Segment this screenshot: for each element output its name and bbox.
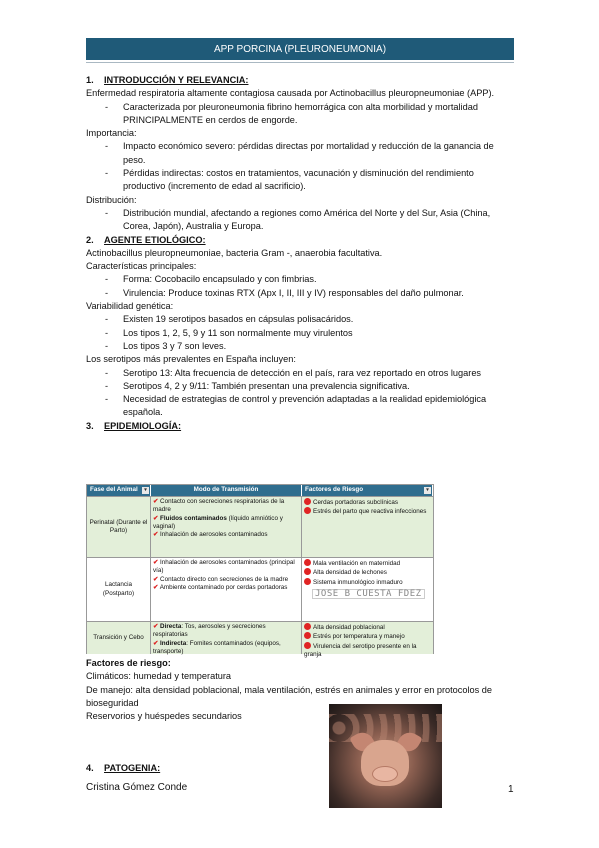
importance-label: Importancia: [86, 128, 137, 139]
section-1-bullet: - Caracterizada por pleuroneumonia fibrino hemorrágica con alta morbilidad y mortalidad PRINCIPALMENTE en cerdos de engorde. [86, 101, 516, 128]
check-icon: ✔ [153, 514, 159, 522]
importance-item: - Pérdidas indirectas: costos en tratamientos, vacunación y disminución del rendimiento productivo (incremento de edad al sacrificio). [86, 167, 516, 194]
section-3-heading: 3. EPIDEMIOLOGÍA: [86, 420, 182, 431]
section-2-heading: 2. AGENTE ETIOLÓGICO: [86, 234, 206, 245]
risk-item: Virulencia del serotipo presente en la granja [304, 642, 417, 658]
filter-dropdown-icon[interactable]: ▾ [424, 487, 431, 494]
variability-item: - Existen 19 serotipos basados en cápsulas polisacáridos. [86, 313, 516, 326]
check-icon: ✔ [153, 575, 159, 583]
variability-label: Variabilidad genética: [86, 301, 174, 312]
transmission-item: ✔ Fluidos contaminados (líquido amniótico y vaginal) [153, 514, 283, 530]
variability-item: - Los tipos 1, 2, 5, 9 y 11 son normalmente muy virulentos [86, 327, 516, 340]
transmission-item: ✔ Inhalación de aerosoles contaminados (principal vía) [153, 559, 295, 575]
document-title-bar [86, 38, 514, 60]
risk-cell [302, 497, 433, 557]
distribution-item: - Distribución mundial, afectando a regiones como América del Norte y del Sur, Asia (China, Corea, Japón), Australia y Europa. [86, 207, 516, 234]
check-icon: ✔ [153, 583, 159, 591]
red-circle-icon [304, 632, 311, 639]
red-circle-icon [304, 507, 311, 514]
red-circle-icon [304, 559, 311, 566]
red-circle-icon [304, 642, 311, 649]
page-number: 1 [508, 784, 514, 795]
features-label: Características principales: [86, 261, 197, 272]
transmission-item: ✔ Inhalación de aerosoles contaminados [153, 531, 268, 539]
importance-item: - Impacto económico severo: pérdidas directas por mortalidad y reducción de la ganancia de peso. [86, 140, 516, 167]
phase-cell: Lactancia (Postparto) [87, 558, 151, 621]
header-transmission[interactable]: Modo de Transmisión [151, 485, 302, 496]
check-icon: ✔ [153, 623, 159, 630]
risk-item: Sistema inmunológico inmaduro [304, 578, 431, 587]
risk-reservoirs: Reservorios y huéspedes secundarios [86, 711, 242, 722]
risk-item: Alta densidad poblacional [304, 623, 431, 632]
transmission-item: ✔ Indirecta: Fomites contaminados (equipos, transporte) [153, 639, 281, 655]
risk-factors-block [86, 657, 516, 776]
body-text [86, 74, 516, 433]
risk-factors-title: Factores de riesgo: [86, 658, 171, 668]
table-row [87, 621, 433, 658]
transmission-item: ✔ Ambiente contaminado por cerdas portadoras [153, 583, 288, 591]
risk-item: Cerdas portadoras subclínicas [304, 498, 431, 507]
section-4-heading: 4. PATOGENIA: [86, 763, 161, 774]
document-title: APP PORCINA (PLEURONEUMONIA) [213, 43, 387, 55]
risk-item: Estrés del parto que reactiva infecciones [304, 507, 431, 516]
spain-item: - Serotipo 13: Alta frecuencia de detección en el país, rara vez reportado en otros lugares [86, 367, 516, 380]
spain-item: - Necesidad de estrategias de control y prevención adaptadas a la realidad epidemiológica española. [86, 393, 516, 420]
transmission-item: ✔ Contacto directo con secreciones de la madre [153, 575, 289, 583]
epidemiology-table [86, 484, 434, 658]
variability-item: - Los tipos 3 y 7 son leves. [86, 340, 516, 353]
red-circle-icon [304, 568, 311, 575]
transmission-cell [151, 497, 302, 557]
risk-management: De manejo: alta densidad poblacional, mala ventilación, estrés en animales y error en protocolos de bioseguridad [86, 684, 493, 708]
transmission-cell [151, 558, 302, 621]
filter-dropdown-icon[interactable]: ▾ [142, 487, 149, 494]
background-pigs [329, 714, 442, 742]
pig-photo [329, 704, 442, 808]
transmission-item: ✔ Directa: Tos, aerosoles y secreciones respiratorias [153, 623, 266, 639]
table-row [87, 496, 433, 557]
section-1-intro: Enfermedad respiratoria altamente contagiosa causada por Actinobacillus pleuropneumoniae (APP). [86, 88, 495, 99]
check-icon: ✔ [153, 639, 159, 647]
risk-climatic: Climáticos: humedad y temperatura [86, 671, 232, 682]
phase-cell: Perinatal (Durante el Parto) [87, 497, 151, 557]
red-circle-icon [304, 578, 311, 585]
distribution-label: Distribución: [86, 194, 137, 205]
watermark: JOSE B CUESTA FDEZ [312, 589, 425, 599]
risk-cell [302, 622, 433, 658]
section-1-heading: 1. INTRODUCCIÓN Y RELEVANCIA: [86, 75, 249, 85]
transmission-item: ✔ Contacto con secreciones respiratorias de la madre [153, 498, 285, 514]
feature-item: - Forma: Cocobacilo encapsulado y con fimbrias. [86, 273, 516, 286]
phase-cell: Transición y Cebo [87, 622, 151, 654]
table-header [87, 485, 433, 496]
agent-description: Actinobacillus pleuropneumoniae, bacteria Gram -, anaerobia facultativa. [86, 247, 383, 258]
spain-label: Los serotipos más prevalentes en España incluyen: [86, 354, 296, 365]
red-circle-icon [304, 498, 311, 505]
footer-author: Cristina Gómez Conde [86, 782, 188, 793]
risk-item: Estrés por temperatura y manejo [304, 632, 431, 641]
header-risk[interactable]: Factores de Riesgo ▾ [302, 485, 433, 496]
title-divider [86, 62, 514, 63]
transmission-cell [151, 622, 302, 654]
check-icon: ✔ [153, 559, 159, 566]
risk-item: Mala ventilación en maternidad [304, 559, 431, 568]
red-circle-icon [304, 623, 311, 630]
header-phase[interactable]: Fase del Animal ▾ [87, 485, 151, 496]
check-icon: ✔ [153, 498, 159, 505]
check-icon: ✔ [153, 531, 159, 539]
risk-item: Alta densidad de lechones [304, 568, 431, 577]
feature-item: - Virulencia: Produce toxinas RTX (Apx I, II, III y IV) responsables del daño pulmonar. [86, 287, 516, 300]
pig-snout [372, 766, 398, 782]
spain-item: - Serotipos 4, 2 y 9/11: También presentan una prevalencia significativa. [86, 380, 516, 393]
